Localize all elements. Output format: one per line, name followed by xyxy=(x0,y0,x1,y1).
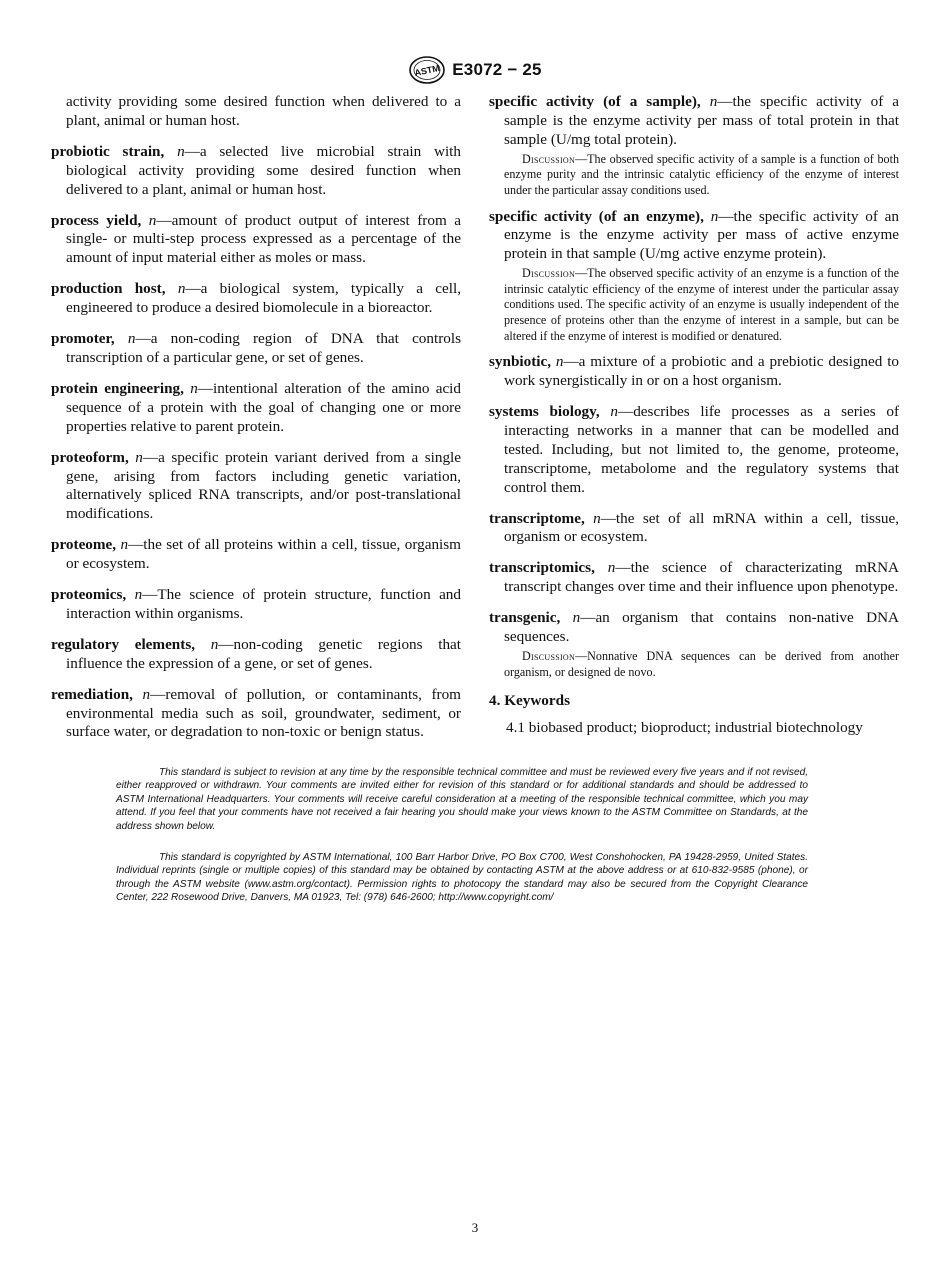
page-number: 3 xyxy=(471,1220,479,1235)
right-column xyxy=(489,93,899,738)
left-column xyxy=(51,93,461,754)
definition-promoter: promoter, n—a non-coding region of DNA that controls transcription of a particular gene, or set of genes. xyxy=(51,330,462,366)
definition-transcriptomics: transcriptomics, n—the science of characterizating mRNA transcript changes over time and their influence upon phenotype. xyxy=(489,559,899,596)
page-header xyxy=(0,55,950,85)
footer-notices xyxy=(116,766,808,923)
definition-production-host: production host, n—a biological system, typically a cell, engineered to produce a desired biomolecule in a bioreactor. xyxy=(51,280,462,317)
definition-synbiotic: synbiotic, n—a mixture of a probiotic and a prebiotic designed to work synergistically in or on a host organism. xyxy=(489,353,900,390)
standard-number: E3072 − 25 xyxy=(452,60,542,79)
definition-specific-activity-enzyme: specific activity (of an enzyme), n—the specific activity of an enzyme is the enzyme activity per mass of active enzyme protein in that sample (U/mg active enzyme protein). Discussion—The observed specific activity of an enzyme is a function of the intrinsic catalytic efficiency of the enzyme of interest under the particular assay conditions used. The specific activity of an enzyme is usually independent of the presence of proteins other than the enzyme of interest in a sample, but can be altered if the enzyme of interest is modified or denatured. xyxy=(489,207,900,343)
discussion-note: Discussion—The observed specific activity of an enzyme is a function of the intrinsic catalytic efficiency of the enzyme of interest under the particular assay conditions used. The specific activity of an enzyme is usually independent of the presence of proteins other than the enzyme of interest in a sample, but can be altered if the enzyme of interest is modified or denatured. xyxy=(504,266,899,343)
definition-proteome: proteome, n—the set of all proteins within a cell, tissue, organism or ecosystem. xyxy=(51,536,461,573)
definition-specific-activity-sample: specific activity (of a sample), n—the specific activity of a sample is the enzyme activity per mass of total protein in that sample (U/mg total protein). Discussion—The observed specific activity of a sample is a function of both enzyme purity and the intrinsic catalytic efficiency of the enzyme of interest under the particular assay conditions used. xyxy=(489,93,900,197)
definition-regulatory-elements: regulatory elements, n—non-coding genetic regions that influence the expression of a gene, or set of genes. xyxy=(51,635,461,672)
definition-systems-biology: systems biology, n—describes life processes as a series of interacting networks in a manner that can be modelled and tested. Including, but not limited to, the genome, proteome, transcriptome, metabolome and the regulatory systems that control them. xyxy=(489,403,900,496)
definition-transcriptome: transcriptome, n—the set of all mRNA within a cell, tissue, organism or ecosystem. xyxy=(489,509,899,546)
definition-proteomics: proteomics, n—The science of protein structure, function and interaction within organisms. xyxy=(51,586,461,622)
copyright-notice: This standard is copyrighted by ASTM International, 100 Barr Harbor Drive, PO Box C700, West Conshohocken, PA 19428-2959, United States. Individual reprints (single or multiple copies) of this standard may be obtained by contacting ASTM at the above address or at 610-832-9585 (phone), or through the ASTM website (www.astm.org/contact). Permission rights to photocopy the standard may also be secured from the Copyright Clearance Center, 222 Rosewood Drive, Danvers, MA 01923, Tel: (978) 646-2600; http://www.copyright.com/ xyxy=(116,852,808,904)
discussion-note: Discussion—Nonnative DNA sequences can be derived from another organism, or designed de novo. xyxy=(504,648,899,679)
revision-notice: This standard is subject to revision at any time by the responsible technical committee and must be reviewed every five years and if not revised, either reapproved or withdrawn. Your comments are invited either for revision of this standard or for additional standards and should be addressed to ASTM International Headquarters. Your comments will receive careful consideration at a meeting of the responsible technical committee, which you may attend. If you feel that your comments have not received a fair hearing you should make your views known to the ASTM Committee on Standards, at the address shown below. xyxy=(116,767,808,832)
definition-probiotic-strain: probiotic strain, n—a selected live microbial strain with biological activity providing some desired function when delivered to a plant, animal or human host. xyxy=(51,142,461,198)
definition-proteoform: proteoform, n—a specific protein variant derived from a single gene, arising from factors including genetic variation, alternatively spliced RNA transcripts, and/or post-translational modifications. xyxy=(51,448,461,523)
svg-text:ASTM: ASTM xyxy=(413,62,441,79)
discussion-note: Discussion—The observed specific activity of a sample is a function of both enzyme purity and the intrinsic catalytic efficiency of the enzyme of interest under the particular assay conditions used. xyxy=(504,151,899,197)
astm-logo-icon xyxy=(408,55,446,85)
definition-transgenic: transgenic, n—an organism that contains non-native DNA sequences. Discussion—Nonnative DNA sequences can be derived from another organism, or designed de novo. xyxy=(489,609,900,679)
definition-remediation: remediation, n—removal of pollution, or contaminants, from environmental media such as soil, groundwater, sediment, or surface water, or degradation to non-toxic or benign status. xyxy=(51,685,462,741)
definition-protein-engineering: protein engineering, n—intentional alteration of the amino acid sequence of a protein with the goal of changing one or more properties relative to parent protein. xyxy=(51,379,461,435)
continuation-text: activity providing some desired function when delivered to a plant, animal or human host. xyxy=(66,93,461,129)
keywords-heading: 4. Keywords xyxy=(489,692,570,710)
keywords-text: 4.1 biobased product; bioproduct; industrial biotechnology xyxy=(506,719,863,737)
definition-process-yield: process yield, n—amount of product output of interest from a single- or multi-step process expressed as a percentage of the amount of input material either as moles or mass. xyxy=(51,211,461,267)
